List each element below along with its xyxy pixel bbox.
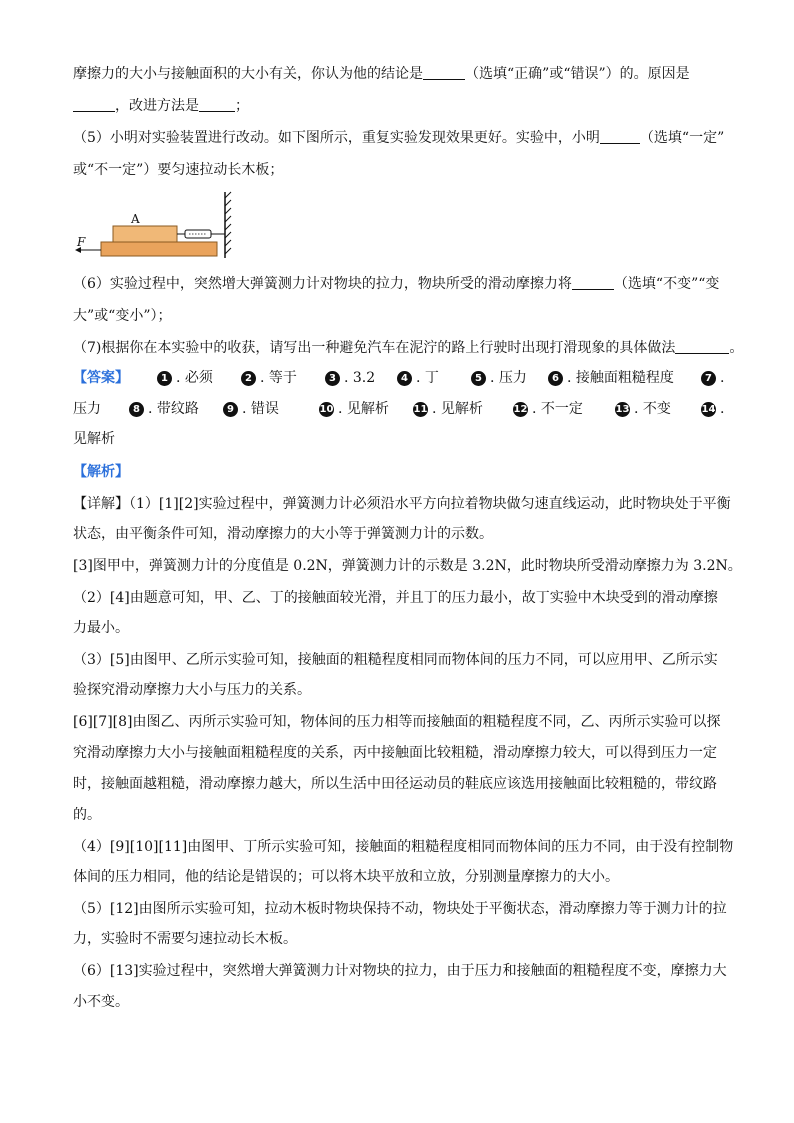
- circled-number: 1: [157, 371, 172, 386]
- explanation-line: 时，接触面越粗糙，滑动摩擦力越大，所以生活中田径运动员的鞋底应该选用接触面比较粗糙的，带纹路: [73, 776, 717, 792]
- block-a: [113, 226, 177, 242]
- answer-blank: [675, 339, 729, 354]
- circled-number: 2: [241, 371, 256, 386]
- answer-item: 7 .: [701, 368, 724, 388]
- question-line: （5）小明对实验装置进行改动。如下图所示，重复实验发现效果更好。实验中，小明 （选填“一定”: [73, 130, 725, 146]
- question-line: 摩擦力的大小与接触面积的大小有关，你认为他的结论是 （选填“正确”或“错误”）的。原因是: [73, 66, 690, 82]
- circled-number: 13: [615, 404, 630, 415]
- question-line: （7)根据你在本实验中的收获，请写出一种避免汽车在泥泞的路上行驶时出现打滑现象的具体做法 。: [73, 340, 744, 356]
- answer-blank: [73, 97, 115, 112]
- explanation-line: （6）[13]实验过程中，突然增大弹簧测力计对物块的拉力，由于压力和接触面的粗糙程度不变，摩擦力大: [73, 963, 727, 979]
- circled-number: 12: [513, 404, 528, 415]
- circled-number: 5: [471, 371, 486, 386]
- answer-item: 4 . 丁: [397, 368, 439, 388]
- explanation-line: 验探究滑动摩擦力大小与压力的关系。: [73, 682, 311, 698]
- answer-blank: [572, 275, 614, 290]
- explanation-line: 状态，由平衡条件可知，滑动摩擦力的大小等于弹簧测力计的示数。: [73, 526, 493, 542]
- circled-number: 9: [223, 402, 238, 417]
- analysis-tag: 【解析】: [73, 464, 129, 480]
- explanation-line: 力最小。: [73, 620, 129, 636]
- answer-item: 11 . 见解析: [413, 401, 483, 417]
- circled-number: 6: [548, 371, 563, 386]
- explanation-line: 【详解】（1）[1][2]实验过程中，弹簧测力计必须沿水平方向拉着物块做匀速直线运动，此时物块处于平衡: [73, 496, 731, 512]
- question-line: 或“不一定”）要匀速拉动长木板；: [73, 162, 284, 178]
- answer-item: 10 . 见解析: [319, 401, 389, 417]
- circled-number: 10: [319, 404, 334, 415]
- explanation-line: [3]图甲中，弹簧测力计的分度值是 0.2N，弹簧测力计的示数是 3.2N，此时物块所受滑动摩擦力为 3.2N。: [73, 558, 742, 574]
- answer-item: 14 .: [701, 401, 725, 417]
- answer-blank: [199, 97, 235, 112]
- circled-number: 8: [129, 402, 144, 417]
- block-a-label: A: [131, 212, 140, 226]
- long-board: [101, 242, 217, 256]
- circled-number: 11: [413, 404, 428, 415]
- explanation-line: （2）[4]由题意可知，甲、乙、丁的接触面较光滑，并且丁的压力最小，故丁实验中木块受到的滑动摩擦: [73, 590, 718, 606]
- answer-item: 13 . 不变: [615, 401, 671, 417]
- circled-number: 4: [397, 371, 412, 386]
- wall-hatching: [225, 192, 231, 254]
- explanation-line: （5）[12]由图所示实验可知，拉动木板时物块保持不动，物块处于平衡状态，滑动摩擦力等于测力计的拉: [73, 901, 727, 917]
- answer-blank: [423, 65, 465, 80]
- explanation-line: （4）[9][10][11]由图甲、丁所示实验可知，接触面的粗糙程度相同而物体间的压力不同，由于没有控制物: [73, 839, 734, 855]
- explanation-line: 的。: [73, 807, 101, 823]
- answer-row-3: 见解析: [73, 431, 115, 447]
- answer-item: 6 . 接触面粗糙程度: [548, 368, 674, 388]
- explanation-line: 究滑动摩擦力大小与接触面粗糙程度的关系，丙中接触面比较粗糙，滑动摩擦力较大，可以得到压力一定: [73, 745, 717, 761]
- answer-item: 8 . 带纹路: [129, 399, 199, 419]
- answer-item: 12 . 不一定: [513, 401, 583, 417]
- force-label: F: [77, 235, 86, 249]
- answer-item: 1 . 必须: [157, 368, 213, 388]
- answer-tag: 【答案】: [73, 370, 129, 386]
- explanation-line: 小不变。: [73, 994, 129, 1010]
- explanation-line: 体间的压力相同，他的结论是错误的；可以将木块平放和立放，分别测量摩擦力的大小。: [73, 869, 619, 885]
- circled-number: 14: [701, 404, 716, 415]
- answer-item: 5 . 压力: [471, 368, 527, 388]
- question-line: （6）实验过程中，突然增大弹簧测力计对物块的拉力，物块所受的滑动摩擦力将 （选填“不变”“变: [73, 276, 720, 292]
- circled-number: 7: [701, 371, 716, 386]
- experiment-figure: [73, 190, 233, 260]
- answer-item: 9 . 错误: [223, 399, 279, 419]
- answer-item: 压力: [73, 401, 101, 417]
- explanation-line: [6][7][8]由图乙、丙所示实验可知，物体间的压力相等而接触面的粗糙程度不同，乙、丙所示实验可以探: [73, 714, 721, 730]
- question-line: 大”或“变小”）；: [73, 308, 172, 324]
- explanation-line: （3）[5]由图甲、乙所示实验可知，接触面的粗糙程度相同而物体间的压力不同，可以应用甲、乙所示实: [73, 652, 718, 668]
- answer-item: 3 . 3.2: [325, 368, 375, 388]
- circled-number: 3: [325, 371, 340, 386]
- detail-tag: 【详解】: [73, 496, 129, 512]
- answer-blank: [600, 129, 640, 144]
- answer-item: 2 . 等于: [241, 368, 297, 388]
- question-line: ，改进方法是 ；: [73, 96, 733, 116]
- explanation-line: 力，实验时不需要匀速拉动长木板。: [73, 931, 297, 947]
